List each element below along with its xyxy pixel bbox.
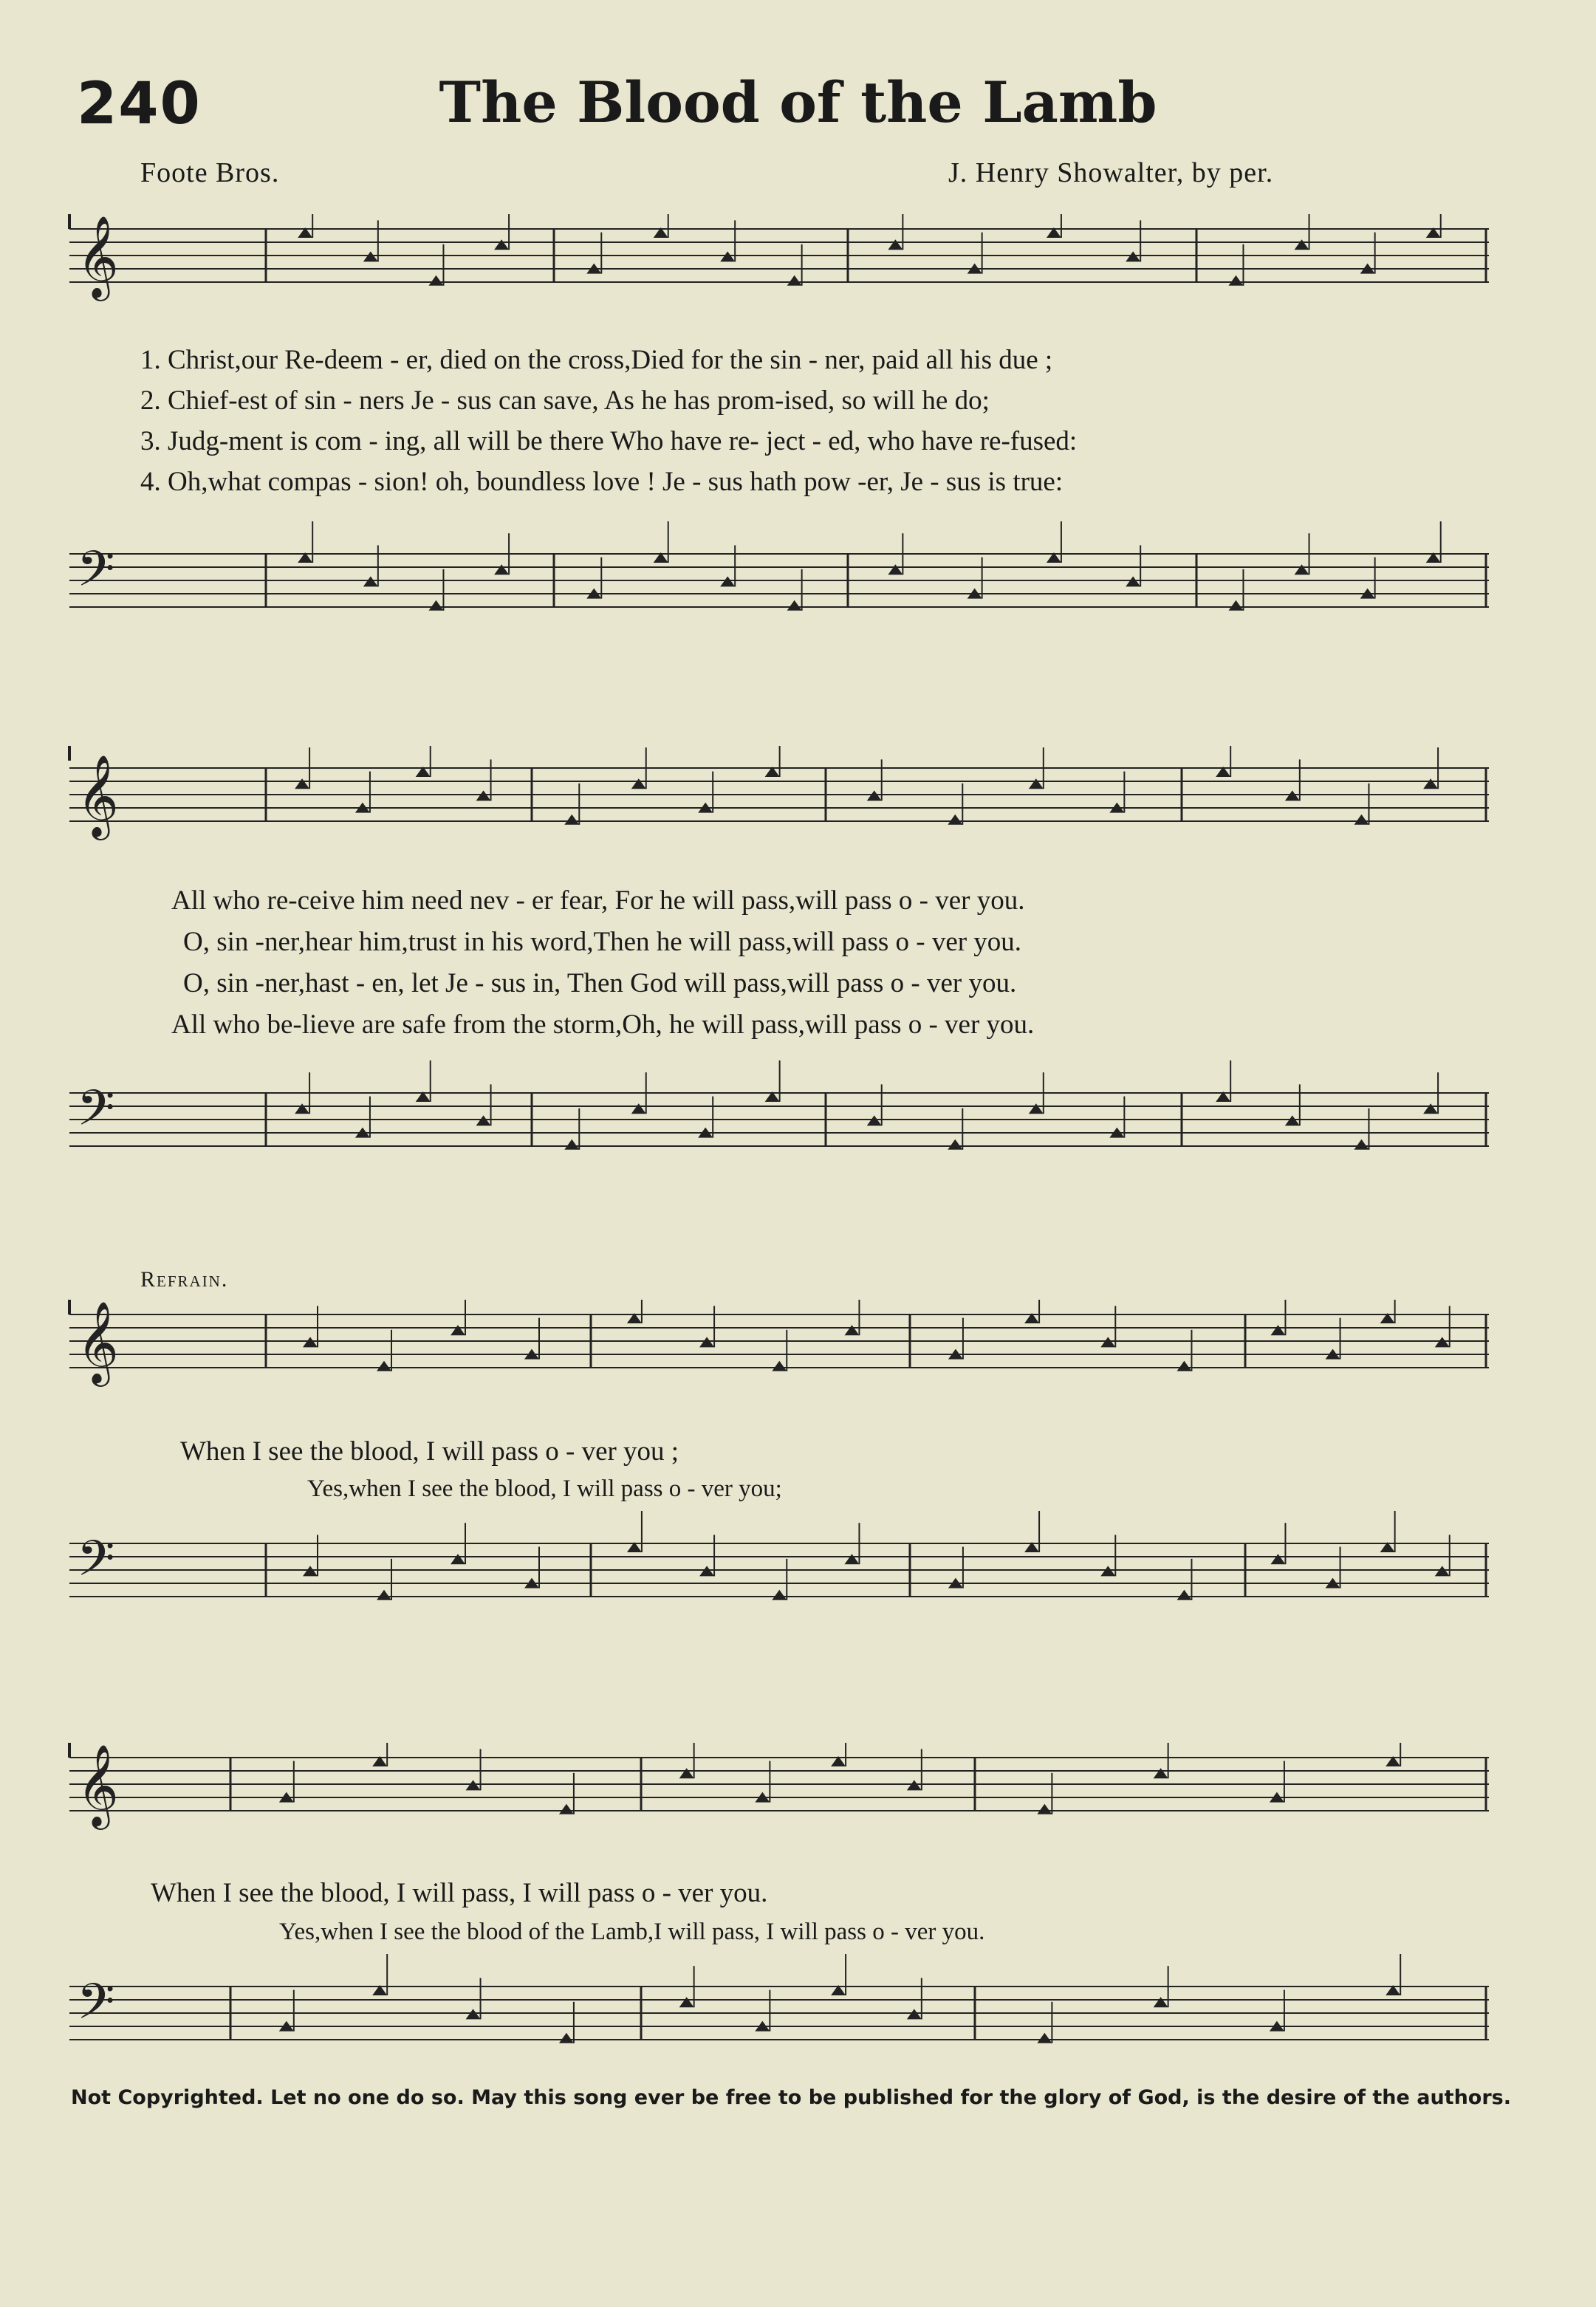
hymn-title: The Blood of the Lamb — [439, 69, 1157, 135]
svg-text:𝄢: 𝄢 — [77, 541, 115, 609]
treble-staff-4 — [69, 1743, 1489, 1830]
verse-4-line-2: All who be-lieve are safe from the storm,Oh, he will pass,will pass o - ver you. — [171, 1009, 1035, 1040]
verse-2-line-1: 2. Chief-est of sin - ners Je - sus can save, As he has prom-ised, so will he do; — [140, 385, 990, 416]
copyright-notice: Not Copyrighted. Let no one do so. May this song ever be free to be published for the glory of God, is the desire of the authors. — [71, 2086, 1511, 2109]
words-credit: J. Henry Showalter, by per. — [948, 157, 1274, 188]
music-system-4 — [0, 1743, 1596, 2083]
bass-staff-3 — [69, 1511, 1489, 1600]
refrain-line-1-upper: When I see the blood, I will pass o - ver you ; — [180, 1436, 679, 1467]
refrain-line-2-upper: When I see the blood, I will pass, I will pass o - ver you. — [151, 1878, 768, 1908]
treble-staff-3 — [69, 1300, 1489, 1387]
refrain-line-1-lower: Yes,when I see the blood, I will pass o - ver you; — [307, 1475, 782, 1502]
svg-text:𝄢: 𝄢 — [77, 1973, 115, 2042]
verse-1-line-1: 1. Christ,our Re-deem - er, died on the cross,Died for the sin - ner, paid all his due ; — [140, 345, 1053, 375]
bass-staff-1 — [69, 521, 1489, 611]
music-system-3 — [0, 1300, 1596, 1647]
refrain-label: Refrain. — [140, 1267, 229, 1292]
verse-4-line-1: 4. Oh,what compas - sion! oh, boundless love ! Je - sus hath pow -er, Je - sus is true: — [140, 467, 1064, 497]
svg-text:𝄢: 𝄢 — [77, 1530, 115, 1599]
bass-staff-2 — [69, 1060, 1489, 1150]
verse-3-line-1: 3. Judg-ment is com - ing, all will be there Who have re- ject - ed, who have re-fused: — [140, 426, 1078, 456]
treble-staff-2 — [69, 746, 1489, 840]
treble-staff-1 — [69, 214, 1489, 301]
verse-1-line-2: All who re-ceive him need nev - er fear, For he will pass,will pass o - ver you. — [171, 885, 1025, 916]
verse-3-line-2: O, sin -ner,hast - en, let Je - sus in, Then God will pass,will pass o - ver you. — [183, 968, 1017, 998]
bass-staff-4 — [69, 1954, 1489, 2043]
refrain-line-2-lower: Yes,when I see the blood of the Lamb,I will pass, I will pass o - ver you. — [279, 1919, 985, 1945]
page-number: 240 — [77, 71, 202, 137]
svg-text:𝄞: 𝄞 — [77, 754, 119, 837]
music-credit: Foote Bros. — [140, 157, 280, 188]
svg-text:𝄞: 𝄞 — [77, 215, 119, 298]
svg-text:𝄞: 𝄞 — [77, 1744, 119, 1826]
verse-2-line-2: O, sin -ner,hear him,trust in his word,Then he will pass,will pass o - ver you. — [183, 927, 1022, 957]
svg-text:𝄢: 𝄢 — [77, 1080, 115, 1148]
svg-text:𝄞: 𝄞 — [77, 1300, 119, 1383]
